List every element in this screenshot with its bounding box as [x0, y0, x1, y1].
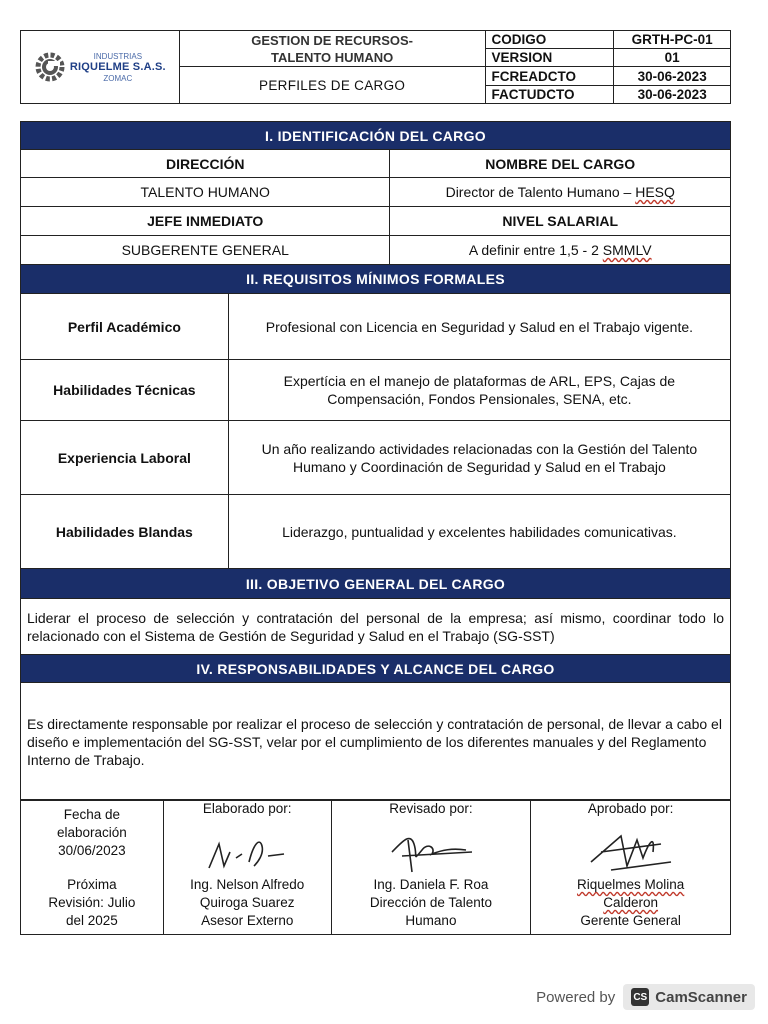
camscanner-badge: [623, 984, 755, 1010]
revisado-label: Revisado por:: [389, 801, 473, 816]
signature-aprobado-icon: [531, 822, 731, 876]
section-band-responsabilidades: IV. RESPONSABILIDADES Y ALCANCE DEL CARGO: [21, 655, 731, 683]
code-label-2: FCREADCTO: [485, 67, 614, 86]
requisito-label: Habilidades Blandas: [21, 495, 229, 569]
nivel-salarial-label: NIVEL SALARIAL: [390, 207, 731, 236]
code-label-0: CODIGO: [485, 31, 614, 49]
fecha-value: 30/06/2023: [58, 843, 126, 858]
aprobado-label: Aprobado por:: [587, 801, 674, 816]
elaborado-label: Elaborado por:: [202, 801, 292, 816]
signature-revisado-icon: [332, 822, 532, 876]
document-subtitle: PERFILES DE CARGO: [179, 67, 485, 104]
logo-main-text: RIQUELME S.A.S.: [69, 60, 166, 73]
logo-small-text: INDUSTRIAS: [93, 51, 143, 61]
camscanner-watermark: [520, 982, 755, 1012]
responsabilidades-text: Es directamente responsable por realizar el proceso de selección y contratación de personal, de llevar a cabo el diseño e implementación del SG-SST, velar por el cumplimiento de los diferentes manuales y del Reglamento Interno de Trabajo.: [21, 683, 731, 801]
code-value-1: 01: [614, 49, 731, 67]
requisito-text: Liderazgo, puntualidad y excelentes habilidades comunicativas.: [228, 495, 730, 569]
camscanner-brand: CamScanner: [655, 988, 747, 1006]
requisito-label: Habilidades Técnicas: [21, 360, 229, 421]
requisito-text: Un año realizando actividades relacionadas con la Gestión del Talento Humano y Coordinación de Seguridad y Salud en el Trabajo: [228, 421, 730, 495]
powered-by-text: Powered by: [536, 988, 616, 1006]
code-label-3: FACTUDCTO: [485, 86, 614, 104]
jefe-inmediato-value: SUBGERENTE GENERAL: [21, 236, 390, 265]
code-label-1: VERSION: [485, 49, 614, 67]
nombre-cargo-value: Director de Talento Humano – HESQ: [390, 178, 731, 207]
requisito-text: Expertícia en el manejo de plataformas de ARL, EPS, Cajas de Compensación, Fondos Pensionales, SENA, etc.: [228, 360, 730, 421]
document-title: [179, 31, 485, 67]
title-line-2: TALENTO HUMANO: [270, 49, 394, 65]
code-value-3: 30-06-2023: [614, 86, 731, 104]
logo-sub-text: ZOMAC: [103, 73, 133, 83]
revisado-cell: Revisado por: Ing. Daniela F. Roa Dirección de Talento Humano: [331, 800, 531, 935]
nivel-salarial-value: A definir entre 1,5 - 2 SMMLV: [390, 236, 731, 265]
nombre-cargo-label: NOMBRE DEL CARGO: [390, 150, 731, 178]
jefe-inmediato-label: JEFE INMEDIATO: [21, 207, 390, 236]
requisito-text: Profesional con Licencia en Seguridad y Salud en el Trabajo vigente.: [228, 294, 730, 360]
document-header: [20, 30, 731, 104]
job-profile-table: [20, 121, 731, 801]
section-band-identificacion: I. IDENTIFICACIÓN DEL CARGO: [21, 122, 731, 150]
fecha-cell: Fecha de elaboración 30/06/2023 Próxima Revisión: Julio del 2025: [21, 800, 164, 935]
code-value-0: GRTH-PC-01: [614, 31, 731, 49]
signatures-table: [20, 799, 731, 935]
signature-elaborado-icon: [164, 822, 332, 876]
aprobado-cell: Aprobado por: Riquelmes Molina Calderon Gerente General: [531, 800, 731, 935]
section-band-objetivo: III. OBJETIVO GENERAL DEL CARGO: [21, 569, 731, 599]
direccion-value: TALENTO HUMANO: [21, 178, 390, 207]
section-band-requisitos: II. REQUISITOS MÍNIMOS FORMALES: [21, 265, 731, 294]
camscanner-icon: CS: [631, 988, 649, 1006]
objetivo-text: Liderar el proceso de selección y contratación del personal de la empresa; así mismo, coordinar todo lo relacionado con el Sistema de Gestión de Seguridad y Salud en el Trabajo (SG-SST): [21, 599, 731, 655]
direccion-label: DIRECCIÓN: [21, 150, 390, 178]
company-logo: [21, 31, 180, 104]
gear-logo-icon: [34, 51, 66, 83]
elaborado-cell: Elaborado por: Ing. Nelson Alfredo Quiroga Suarez Asesor Externo: [163, 800, 331, 935]
requisito-label: Experiencia Laboral: [21, 421, 229, 495]
requisito-label: Perfil Académico: [21, 294, 229, 360]
code-value-2: 30-06-2023: [614, 67, 731, 86]
title-line-1: GESTION DE RECURSOS-: [251, 32, 414, 48]
